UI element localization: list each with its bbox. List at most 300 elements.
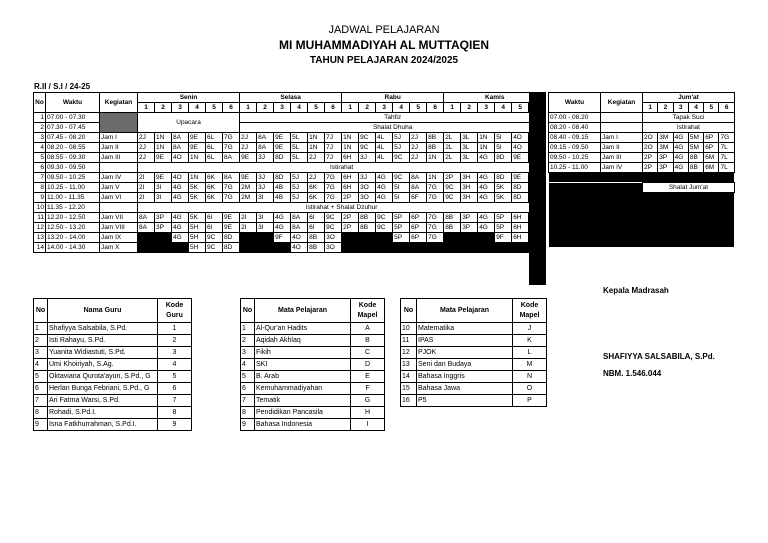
class-cell: 1N [189, 173, 206, 183]
class-cell [427, 243, 444, 253]
class-cell: 9C [206, 233, 223, 243]
class-cell: 5M [688, 133, 703, 143]
class-cell: 8D [512, 193, 529, 203]
class-cell: 9E [189, 143, 206, 153]
friday-row [549, 153, 735, 163]
class-cell: 4G [673, 153, 688, 163]
teacher-name: Isti Rahayu, S.Pd. [48, 335, 158, 347]
class-cell [138, 243, 155, 253]
class-cell: 6F [410, 193, 427, 203]
class-cell: 6P [410, 223, 427, 233]
class-cell: 6K [308, 193, 325, 203]
istirahat-cell: Istirahat [138, 163, 546, 173]
class-cell: 6K [206, 183, 223, 193]
class-cell: 7G [223, 133, 240, 143]
class-cell: 3J [359, 153, 376, 163]
kegiatan-cell: Jam I [100, 133, 138, 143]
friday-table [548, 92, 735, 247]
teacher-kode: 6 [158, 383, 192, 395]
row-no: 4 [34, 143, 46, 153]
class-cell [359, 233, 376, 243]
class-cell: 2O [643, 133, 658, 143]
subject-header-no: No [241, 299, 255, 323]
class-cell: 2P [444, 173, 461, 183]
friday-time: 09.15 - 09.50 [549, 143, 601, 153]
class-cell: 7G [427, 213, 444, 223]
friday-header-waktu: Waktu [549, 93, 601, 113]
class-cell: 7G [325, 193, 342, 203]
subject-name: IPAS [417, 335, 513, 347]
class-cell: 7G [427, 183, 444, 193]
class-cell: 2P [342, 213, 359, 223]
teacher-kode: 9 [158, 419, 192, 431]
class-cell: 4O [172, 153, 189, 163]
class-cell: 6K [308, 183, 325, 193]
subject-kode: D [351, 359, 385, 371]
class-cell: 3L [461, 153, 478, 163]
class-cell: 7G [427, 233, 444, 243]
class-cell: 4G [478, 183, 495, 193]
subject-row [241, 371, 385, 383]
teacher-header-row [34, 299, 192, 323]
subject-no: 1 [241, 323, 255, 335]
class-cell: 3J [257, 183, 274, 193]
class-cell [478, 243, 495, 253]
row-no: 9 [34, 193, 46, 203]
class-cell: 8A [172, 133, 189, 143]
friday-row [549, 123, 735, 133]
subject-row [401, 359, 547, 371]
teacher-no: 6 [34, 383, 48, 395]
row-time: 07.00 - 07.30 [46, 113, 100, 123]
subject-name: Bahasa Inggris [417, 371, 513, 383]
class-cell: 4G [673, 163, 688, 173]
kegiatan-cell [100, 163, 138, 173]
teacher-row [34, 383, 192, 395]
black-cell [549, 173, 735, 183]
teacher-no: 4 [34, 359, 48, 371]
class-cell: 8B [688, 163, 703, 173]
subject-header-row [241, 299, 385, 323]
title-line-1: JADWAL PELAJARAN [328, 24, 440, 36]
class-cell: 5M [688, 143, 703, 153]
row-no: 13 [34, 233, 46, 243]
table-row [34, 113, 546, 123]
header-class: 2 [155, 103, 172, 113]
class-cell: 3P [658, 153, 673, 163]
teacher-kode: 5 [158, 371, 192, 383]
class-cell: 1N [342, 143, 359, 153]
subject-no: 8 [241, 407, 255, 419]
black-cell [549, 229, 735, 238]
table-row [34, 183, 546, 193]
class-cell: 2I [138, 173, 155, 183]
subject-kode: O [513, 383, 547, 395]
class-cell: 2M [240, 183, 257, 193]
class-cell: 3H [461, 173, 478, 183]
class-cell: 4G [673, 143, 688, 153]
subject-table-1 [240, 298, 385, 431]
friday-merged: Tapak Suci [643, 113, 735, 123]
subject-no: 5 [241, 371, 255, 383]
friday-kegiatan: Jam III [601, 153, 643, 163]
class-cell: 8A [257, 143, 274, 153]
class-cell [444, 243, 461, 253]
friday-black-row [549, 229, 735, 238]
row-time: 11.00 - 11.35 [46, 193, 100, 203]
teacher-row [34, 347, 192, 359]
class-cell: 5L [291, 153, 308, 163]
friday-row [549, 133, 735, 143]
subject-row [241, 359, 385, 371]
row-no: 7 [34, 173, 46, 183]
row-no: 12 [34, 223, 46, 233]
teacher-row [34, 407, 192, 419]
row-no: 3 [34, 133, 46, 143]
class-cell: 7G [325, 173, 342, 183]
teacher-kode: 7 [158, 395, 192, 407]
class-cell: 7G [719, 133, 734, 143]
header-class: 1 [342, 103, 359, 113]
class-cell: 2P [643, 163, 658, 173]
class-cell: 2J [410, 133, 427, 143]
class-cell: 2L [444, 133, 461, 143]
class-cell: 8A [410, 183, 427, 193]
class-cell: 2P [342, 193, 359, 203]
class-cell: 4G [478, 193, 495, 203]
subject-kode: N [513, 371, 547, 383]
teacher-header-no: No [34, 299, 48, 323]
class-cell: 7G [223, 143, 240, 153]
kegiatan-cell: Jam IX [100, 233, 138, 243]
friday-kegiatan: Jam II [601, 143, 643, 153]
subject-name: Kemuhammadiyahan [255, 383, 351, 395]
class-cell: 4G [274, 213, 291, 223]
class-cell: 4B [274, 193, 291, 203]
subject-name: P5 [417, 395, 513, 407]
class-cell: 4G [274, 223, 291, 233]
subject-header-kode: Kode Mapel [351, 299, 385, 323]
class-cell [257, 243, 274, 253]
teacher-header-name: Nama Guru [48, 299, 158, 323]
class-cell [461, 233, 478, 243]
subject-no: 15 [401, 383, 417, 395]
teacher-name: Rohadi, S.Pd.I. [48, 407, 158, 419]
header-day: Senin [138, 93, 240, 103]
class-cell [478, 233, 495, 243]
subject-kode: P [513, 395, 547, 407]
row-no: 8 [34, 183, 46, 193]
header-class: 5 [206, 103, 223, 113]
black-cell [549, 238, 735, 247]
class-cell: 3M [658, 143, 673, 153]
subject-no: 14 [401, 371, 417, 383]
row-no: 10 [34, 203, 46, 213]
class-cell: 6P [704, 143, 719, 153]
class-cell: 6I [206, 223, 223, 233]
class-cell: 4O [512, 143, 529, 153]
header-class: 4 [393, 103, 410, 113]
class-cell: 7G [223, 193, 240, 203]
subject-header-kode: Kode Mapel [513, 299, 547, 323]
class-cell: 4L [376, 143, 393, 153]
header-class: 5 [512, 103, 529, 113]
class-cell: 4G [172, 233, 189, 243]
class-cell [342, 233, 359, 243]
class-cell: 9E [274, 133, 291, 143]
subject-name: B. Arab [255, 371, 351, 383]
row-no: 2 [34, 123, 46, 133]
class-cell: 6I [308, 223, 325, 233]
friday-merged: Istirahat [643, 123, 735, 133]
row-time: 12.50 - 13.20 [46, 223, 100, 233]
teacher-no: 2 [34, 335, 48, 347]
class-cell: 6H [512, 223, 529, 233]
subject-kode: G [351, 395, 385, 407]
header-class: 6 [325, 103, 342, 113]
class-cell: 2J [410, 143, 427, 153]
friday-row [549, 113, 735, 123]
subject-header-name: Mata Pelajaran [255, 299, 351, 323]
black-cell [549, 211, 735, 220]
class-cell: 5L [291, 143, 308, 153]
header-class: 4 [291, 103, 308, 113]
class-cell: 9C [325, 213, 342, 223]
class-cell: 9C [393, 173, 410, 183]
header-class: 2 [461, 103, 478, 113]
class-cell: 5K [495, 193, 512, 203]
class-cell: 5I [495, 143, 512, 153]
class-cell: 3J [257, 153, 274, 163]
class-cell: 4O [291, 233, 308, 243]
class-cell: 3L [461, 133, 478, 143]
friday-row [549, 163, 735, 173]
class-cell [512, 243, 529, 253]
subject-header-row [401, 299, 547, 323]
row-time: 09.50 - 10.25 [46, 173, 100, 183]
subject-row [401, 371, 547, 383]
class-cell: 8B [308, 243, 325, 253]
class-cell: 3O [359, 183, 376, 193]
class-cell: 8D [223, 233, 240, 243]
friday-kegiatan: Jam IV [601, 163, 643, 173]
subject-kode: I [351, 419, 385, 431]
class-cell: 4L [376, 153, 393, 163]
header-day: Selasa [240, 93, 342, 103]
teacher-name: Isna Fatkhurrahman, S.Pd.I. [48, 419, 158, 431]
subject-name: Aqidah Akhlaq [255, 335, 351, 347]
class-cell: 7J [325, 143, 342, 153]
teacher-name: Shafiyya Salsabila, S.Pd. [48, 323, 158, 335]
class-cell: 9E [155, 173, 172, 183]
class-cell: 6H [512, 233, 529, 243]
class-cell: 9E [512, 173, 529, 183]
class-cell: 1N [427, 153, 444, 163]
class-cell: 5K [189, 183, 206, 193]
class-cell: 8B [427, 133, 444, 143]
class-cell: 2J [240, 133, 257, 143]
class-cell: 5J [291, 193, 308, 203]
black-cell [549, 193, 735, 203]
class-cell: 1N [189, 153, 206, 163]
header-class: 5 [704, 103, 719, 113]
subject-name: Al-Qur'an Hadits [255, 323, 351, 335]
table-row [34, 203, 546, 213]
subject-no: 11 [401, 335, 417, 347]
tahfiz-cell: Tahfiz [240, 113, 546, 123]
class-cell: 3H [461, 193, 478, 203]
class-cell: 2J [308, 173, 325, 183]
subject-kode: M [513, 359, 547, 371]
class-cell: 8B [359, 223, 376, 233]
signature-nbm: NBM. 1.546.044 [603, 369, 662, 378]
class-cell: 6L [206, 143, 223, 153]
class-cell: 6P [704, 133, 719, 143]
header-class: 4 [189, 103, 206, 113]
class-cell: 9E [189, 133, 206, 143]
class-cell: 4G [673, 133, 688, 143]
class-cell: 3H [461, 183, 478, 193]
row-no: 1 [34, 113, 46, 123]
subject-no: 4 [241, 359, 255, 371]
class-cell: 8B [688, 153, 703, 163]
class-cell: 5P [495, 223, 512, 233]
class-cell: 4G [376, 173, 393, 183]
class-cell: 7J [325, 133, 342, 143]
class-cell: 2O [643, 143, 658, 153]
friday-kegiatan [601, 113, 643, 123]
header-class: 1 [444, 103, 461, 113]
header-row [34, 93, 546, 103]
kegiatan-shaded [100, 113, 138, 133]
friday-row [549, 143, 735, 153]
class-cell: 3I [257, 223, 274, 233]
class-cell: 9C [376, 223, 393, 233]
class-cell: 3I [155, 183, 172, 193]
header-class: 3 [478, 103, 495, 113]
row-no: 11 [34, 213, 46, 223]
friday-time: 08.40 - 09.15 [549, 133, 601, 143]
class-cell: 8B [444, 213, 461, 223]
row-time: 08.55 - 09.30 [46, 153, 100, 163]
class-cell: 2I [240, 213, 257, 223]
istirahat-dzuhur-cell: Istirahat + Shalat Dzuhur [138, 203, 546, 213]
class-cell: 6H [342, 153, 359, 163]
table-row [34, 233, 546, 243]
kegiatan-cell: Jam VII [100, 213, 138, 223]
header-class: 5 [308, 103, 325, 113]
subject-name: Pendidikan Pancasila [255, 407, 351, 419]
friday-header-row [549, 93, 735, 103]
class-cell: 5P [393, 213, 410, 223]
subject-kode: K [513, 335, 547, 347]
subject-row [401, 347, 547, 359]
class-cell: 9C [325, 223, 342, 233]
table-row [34, 133, 546, 143]
class-cell: 1N [478, 133, 495, 143]
table-row [34, 223, 546, 233]
divider-bar [529, 92, 546, 285]
class-cell: 8B [427, 143, 444, 153]
class-cell: 1N [342, 133, 359, 143]
class-cell: 9C [444, 193, 461, 203]
subject-name: Matematika [417, 323, 513, 335]
kegiatan-cell: Jam VI [100, 193, 138, 203]
class-cell [342, 243, 359, 253]
friday-black-row [549, 183, 735, 193]
class-cell: 3O [359, 193, 376, 203]
black-cell [549, 202, 735, 211]
row-time: 13.20 - 14.00 [46, 233, 100, 243]
class-cell: 2J [410, 153, 427, 163]
teacher-row [34, 359, 192, 371]
class-cell: 4O [172, 173, 189, 183]
class-cell: 4G [172, 183, 189, 193]
table-row [34, 193, 546, 203]
class-cell: 8D [512, 183, 529, 193]
class-cell: 3I [257, 193, 274, 203]
teacher-no: 3 [34, 347, 48, 359]
class-cell: 9F [274, 233, 291, 243]
subject-no: 3 [241, 347, 255, 359]
signature-title: Kepala Madrasah [603, 286, 669, 295]
subject-name: Bahasa Indonesia [255, 419, 351, 431]
teacher-kode: 8 [158, 407, 192, 419]
header-class: 3 [376, 103, 393, 113]
class-cell: 2P [643, 153, 658, 163]
class-cell: 5J [393, 143, 410, 153]
class-cell: 6K [206, 193, 223, 203]
class-cell: 4G [478, 213, 495, 223]
friday-black-row [549, 211, 735, 220]
class-cell: 7L [719, 153, 734, 163]
class-cell: 6P [410, 233, 427, 243]
teacher-header-kode: Kode Guru [158, 299, 192, 323]
class-cell: 5H [189, 233, 206, 243]
teacher-row [34, 371, 192, 383]
class-cell: 5I [393, 193, 410, 203]
class-cell: 5J [393, 133, 410, 143]
class-cell: 8D [274, 173, 291, 183]
class-cell: 9C [359, 133, 376, 143]
class-cell: 9E [274, 143, 291, 153]
row-time: 09.30 - 09.50 [46, 163, 100, 173]
header-class: 5 [410, 103, 427, 113]
class-cell: 2J [138, 153, 155, 163]
table-row [34, 173, 546, 183]
class-cell: 1N [308, 143, 325, 153]
class-cell: 8A [223, 153, 240, 163]
shalat-dhuha-cell: Shalat Dhuha [240, 123, 546, 133]
friday-header-day: Jum'at [643, 93, 735, 103]
class-cell: 2J [308, 153, 325, 163]
teacher-name: Ari Fatma Warsi, S.Pd. [48, 395, 158, 407]
class-cell: 9C [444, 183, 461, 193]
class-cell: 2L [444, 143, 461, 153]
class-cell: 5L [291, 133, 308, 143]
schedule-table [33, 92, 546, 253]
class-cell [359, 243, 376, 253]
header-class: 3 [274, 103, 291, 113]
class-cell: 8B [444, 223, 461, 233]
table-row [34, 213, 546, 223]
class-cell: 3J [257, 173, 274, 183]
teacher-kode: 1 [158, 323, 192, 335]
kegiatan-cell: Jam VIII [100, 223, 138, 233]
class-cell: 4G [376, 193, 393, 203]
kegiatan-cell: Jam III [100, 153, 138, 163]
header-class: 1 [240, 103, 257, 113]
